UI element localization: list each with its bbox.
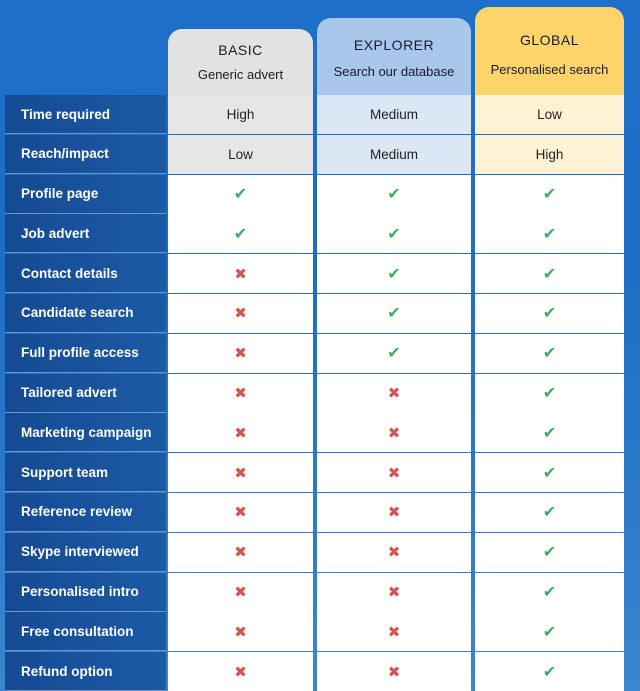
check-icon-explorer (317, 175, 471, 214)
check-icon-explorer (317, 254, 471, 293)
cross-icon: ✖ (234, 385, 247, 403)
check-icon: ✔ (387, 225, 401, 243)
comparison-table (5, 95, 637, 691)
value-basic: Low (168, 135, 313, 174)
plan-name-global: GLOBAL (519, 32, 580, 48)
check-icon-global (475, 533, 624, 572)
cross-icon-basic (168, 493, 313, 532)
cross-icon-basic (168, 652, 313, 691)
check-icon: ✔ (233, 225, 248, 243)
cross-icon: ✖ (234, 623, 247, 641)
check-icon: ✔ (387, 305, 401, 323)
cross-icon-basic (168, 533, 313, 572)
value-global: High (475, 135, 624, 174)
feature-label: Reference review (5, 493, 166, 532)
plan-name-basic: BASIC (218, 42, 263, 58)
cross-icon: ✖ (234, 504, 247, 522)
check-icon: ✔ (387, 345, 401, 363)
check-icon: ✔ (542, 265, 557, 283)
value-global: Low (475, 95, 624, 134)
check-icon-global (475, 493, 624, 532)
feature-label: Candidate search (5, 294, 166, 333)
table-row (5, 135, 637, 175)
cross-icon-explorer (317, 493, 471, 532)
cross-icon-explorer (317, 573, 471, 612)
check-icon-global (475, 254, 624, 293)
check-icon: ✔ (542, 623, 557, 641)
check-icon-global (475, 334, 624, 373)
cross-icon: ✖ (234, 584, 247, 602)
table-row (5, 652, 637, 691)
feature-label: Skype interviewed (5, 533, 166, 572)
table-row (5, 413, 637, 453)
check-icon: ✔ (542, 663, 557, 681)
cross-icon: ✖ (387, 544, 401, 562)
plan-subtitle-explorer: Search our database (333, 64, 455, 79)
feature-label: Reach/impact (5, 135, 166, 174)
cross-icon-explorer (317, 453, 471, 492)
cross-icon-basic (168, 294, 313, 333)
check-icon-explorer (317, 214, 471, 253)
cross-icon: ✖ (387, 464, 401, 482)
cross-icon-basic (168, 254, 313, 293)
cross-icon: ✖ (234, 305, 247, 323)
check-icon: ✔ (233, 186, 248, 204)
cross-icon: ✖ (387, 504, 401, 522)
check-icon-basic (168, 214, 313, 253)
plan-header-basic (168, 29, 313, 95)
check-icon-global (475, 453, 624, 492)
plan-subtitle-basic: Generic advert (197, 67, 284, 82)
check-icon-global (475, 573, 624, 612)
table-row (5, 493, 637, 533)
cross-icon-basic (168, 612, 313, 651)
table-row (5, 374, 637, 414)
check-icon: ✔ (542, 385, 557, 403)
check-icon-global (475, 652, 624, 691)
feature-label: Free consultation (5, 612, 166, 651)
feature-label: Support team (5, 453, 166, 492)
cross-icon-explorer (317, 374, 471, 413)
cross-icon: ✖ (234, 544, 247, 562)
cross-icon-basic (168, 413, 313, 452)
feature-label: Refund option (5, 652, 166, 691)
cross-icon-basic (168, 334, 313, 373)
feature-label: Contact details (5, 254, 166, 293)
cross-icon-basic (168, 573, 313, 612)
plan-header-explorer (317, 18, 471, 95)
check-icon-global (475, 374, 624, 413)
cross-icon: ✖ (234, 464, 247, 482)
feature-label: Profile page (5, 175, 166, 214)
check-icon-global (475, 214, 624, 253)
feature-label: Marketing campaign (5, 413, 166, 452)
table-row (5, 453, 637, 493)
feature-label: Tailored advert (5, 374, 166, 413)
plan-name-explorer: EXPLORER (353, 37, 435, 53)
cross-icon-basic (168, 374, 313, 413)
plan-header-global (475, 7, 624, 95)
check-icon: ✔ (542, 424, 557, 442)
table-row (5, 175, 637, 215)
cross-icon-explorer (317, 612, 471, 651)
check-icon: ✔ (542, 464, 557, 482)
cross-icon: ✖ (234, 265, 247, 283)
check-icon: ✔ (387, 186, 401, 204)
check-icon-global (475, 294, 624, 333)
table-row (5, 214, 637, 254)
value-explorer: Medium (317, 95, 471, 134)
plan-subtitle-global: Personalised search (490, 62, 609, 77)
table-row (5, 612, 637, 652)
check-icon: ✔ (542, 345, 557, 363)
check-icon: ✔ (542, 504, 557, 522)
table-row (5, 95, 637, 135)
check-icon: ✔ (542, 584, 557, 602)
table-row (5, 294, 637, 334)
check-icon-explorer (317, 334, 471, 373)
cross-icon: ✖ (234, 663, 247, 681)
check-icon: ✔ (542, 305, 557, 323)
cross-icon: ✖ (387, 584, 401, 602)
cross-icon: ✖ (234, 345, 247, 363)
feature-label: Job advert (5, 214, 166, 253)
table-row (5, 254, 637, 294)
cross-icon-explorer (317, 533, 471, 572)
value-explorer: Medium (317, 135, 471, 174)
check-icon-basic (168, 175, 313, 214)
table-row (5, 533, 637, 573)
check-icon: ✔ (387, 265, 401, 283)
check-icon-global (475, 413, 624, 452)
feature-label: Personalised intro (5, 573, 166, 612)
cross-icon: ✖ (234, 424, 247, 442)
feature-label: Time required (5, 95, 166, 134)
cross-icon: ✖ (387, 623, 401, 641)
table-row (5, 573, 637, 613)
feature-label: Full profile access (5, 334, 166, 373)
check-icon: ✔ (542, 225, 557, 243)
cross-icon: ✖ (387, 663, 401, 681)
check-icon: ✔ (542, 186, 557, 204)
cross-icon-explorer (317, 652, 471, 691)
check-icon: ✔ (542, 544, 557, 562)
cross-icon: ✖ (387, 385, 401, 403)
check-icon-explorer (317, 294, 471, 333)
value-basic: High (168, 95, 313, 134)
table-row (5, 334, 637, 374)
check-icon-global (475, 612, 624, 651)
cross-icon-explorer (317, 413, 471, 452)
cross-icon: ✖ (387, 424, 401, 442)
cross-icon-basic (168, 453, 313, 492)
check-icon-global (475, 175, 624, 214)
